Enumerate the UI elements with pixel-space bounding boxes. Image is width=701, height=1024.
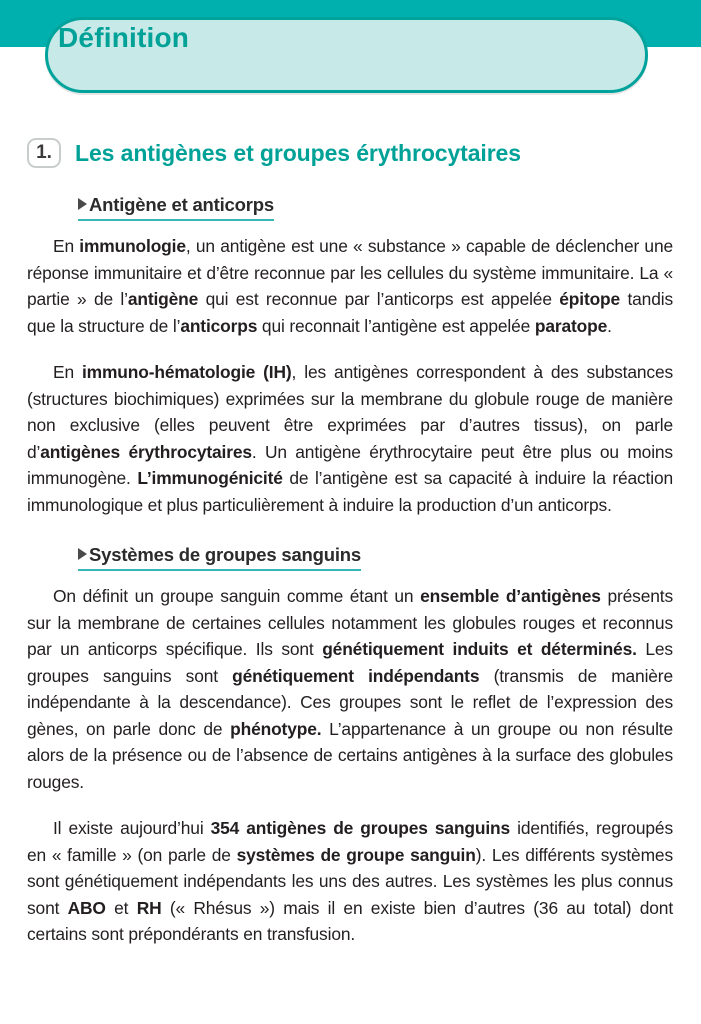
emphasized-term: antigènes érythrocytaires	[40, 441, 252, 462]
emphasized-term: RH	[136, 897, 162, 918]
section-title: Les antigènes et groupes érythrocytaires	[75, 139, 521, 166]
subsection-title: Systèmes de groupes sanguins	[89, 544, 361, 565]
subsections-container	[0, 168, 701, 948]
text-run: de l’antigène est sa capacité à induire la réaction immunologique et plus particulièrement à induire la production d’un anticorps.	[27, 468, 673, 515]
text-run: ). Les différents systèmes sont génétiquement indépendants les uns des autres. Les systèmes les plus connus sont	[27, 844, 673, 918]
text-run: On définit un groupe sanguin comme étant un	[53, 586, 421, 606]
emphasized-term: génétiquement induits et déterminés.	[322, 639, 637, 659]
section-number-badge: 1.	[27, 138, 61, 168]
emphasized-term: immunologie	[79, 236, 186, 256]
text-run: tandis que la structure de l’	[27, 289, 673, 336]
text-run: présents sur la membrane de certaines cellules notamment les globules rouges et reconnus par un anticorps spécifique. Ils sont	[27, 586, 673, 659]
text-run: . Un antigène érythrocytaire peut être plus ou moins immunogène.	[27, 441, 673, 488]
subsection-title: Antigène et anticorps	[89, 194, 274, 215]
body-paragraph	[27, 583, 673, 795]
subsection	[0, 518, 701, 948]
emphasized-term: paratope	[534, 315, 608, 336]
triangle-right-icon	[78, 548, 87, 560]
emphasized-term: épitope	[559, 289, 621, 309]
emphasized-term: L’immunogénicité	[137, 468, 283, 488]
emphasized-term: anticorps	[180, 315, 258, 336]
subsection-heading	[78, 544, 361, 571]
emphasized-term: génétiquement indépendants	[232, 665, 480, 686]
body-paragraph	[27, 233, 673, 339]
emphasized-term: systèmes de groupe sanguin	[236, 844, 476, 865]
text-run: , un antigène est une « substance » capable de déclencher une réponse immunitaire et d’être reconnue par les cellules du système immunitaire. La « partie » de l’	[27, 236, 673, 309]
text-run: identifiés, regroupés en « famille » (on parle de	[27, 818, 673, 865]
body-paragraph	[27, 815, 673, 948]
subsection-heading	[78, 194, 274, 221]
text-run: (« Rhésus ») mais il en existe bien d’autres (36 au total) dont certains sont prépondérants en transfusion.	[27, 897, 674, 944]
text-run: .	[607, 315, 612, 336]
text-run: Les groupes sanguins sont	[27, 639, 673, 686]
page-header	[0, 0, 701, 108]
section-heading	[27, 138, 701, 168]
emphasized-term: antigène	[127, 289, 199, 309]
page-title: Définition	[58, 22, 190, 53]
emphasized-term: phénotype.	[230, 718, 322, 739]
triangle-right-icon	[78, 198, 87, 210]
emphasized-term: 354 antigènes de groupes sanguins	[210, 818, 511, 838]
subsection	[0, 168, 701, 518]
text-run: qui reconnait l’antigène est appelée	[257, 315, 535, 336]
emphasized-term: immuno-hématologie (IH)	[82, 362, 292, 382]
text-run: Il existe aujourd’hui	[53, 818, 211, 838]
text-run: En	[53, 236, 80, 256]
text-run: En	[53, 362, 82, 382]
body-paragraph	[27, 359, 673, 518]
text-run: qui est reconnue par l’anticorps est appelée	[198, 289, 560, 309]
emphasized-term: ABO	[67, 897, 106, 918]
text-run: , les antigènes correspondent à des substances (structures biochimiques) exprimées sur la membrane du globule rouge de manière non exclusive (elles peuvent être exprimées par d’autres tissus), on parle d’	[27, 362, 674, 462]
text-run: L’appartenance à un groupe ou non résulte alors de la présence ou de l’absence de certains antigènes à la surface des globules rouges.	[27, 718, 674, 792]
emphasized-term: ensemble d’antigènes	[420, 586, 601, 606]
text-run: et	[105, 897, 137, 918]
text-run: (transmis de manière indépendante à la descendance). Ces groupes sont le reflet de l’expression des gènes, on parle donc de	[27, 665, 673, 739]
